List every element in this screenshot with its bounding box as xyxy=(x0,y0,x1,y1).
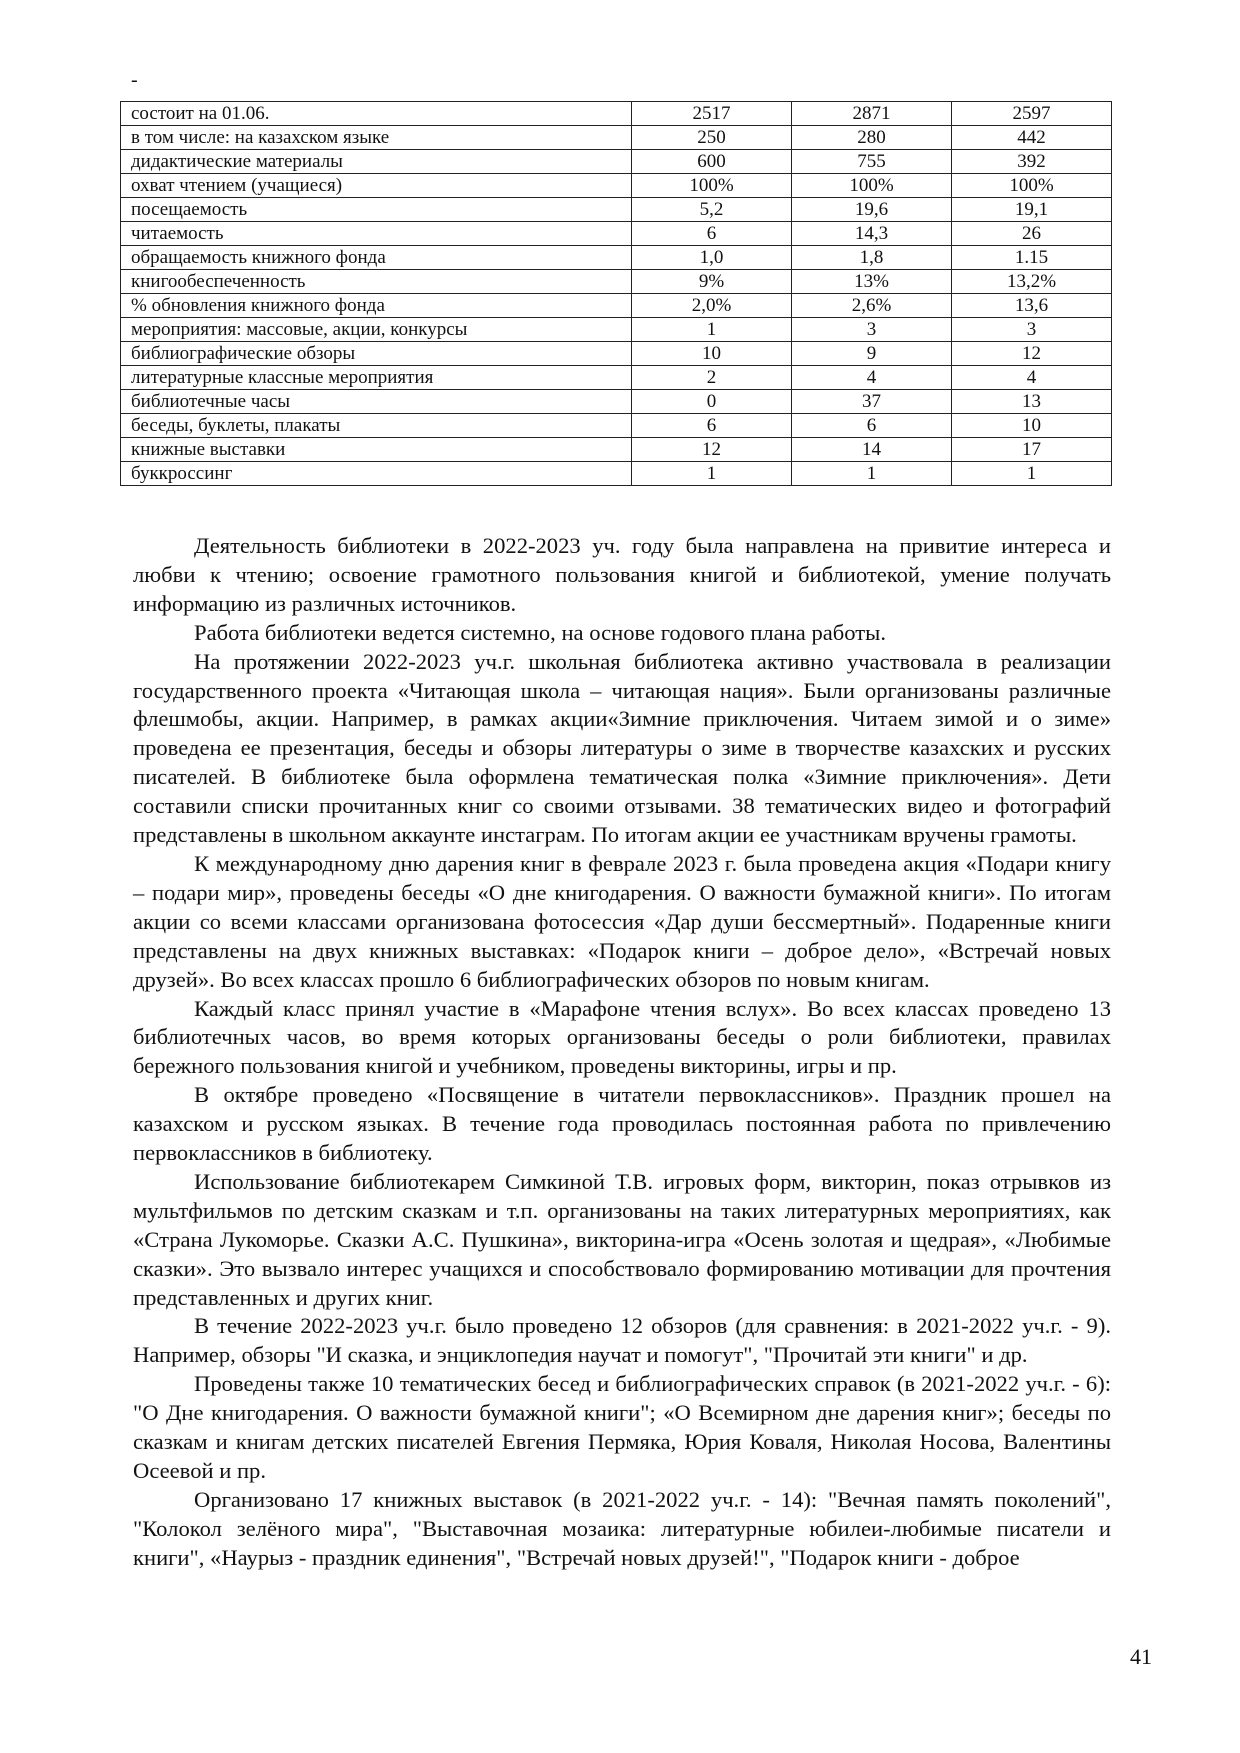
statistics-table xyxy=(120,101,1112,486)
row-label-cell: состоит на 01.06. xyxy=(121,102,632,126)
row-label-cell: буккроссинг xyxy=(121,462,632,486)
row-label-cell: мероприятия: массовые, акции, конкурсы xyxy=(121,318,632,342)
paragraph: В течение 2022-2023 уч.г. было проведено 12 обзоров (для сравнения: в 2021-2022 уч.г. - 9). Например, обзоры "И сказка, и энциклопедия научат и помогут", "Прочитай эти книги" и др. xyxy=(133,1313,1111,1368)
table-row xyxy=(121,438,1112,462)
value-cell: 2597 xyxy=(952,102,1112,126)
value-cell: 6 xyxy=(632,414,792,438)
value-cell: 17 xyxy=(952,438,1112,462)
value-cell: 9 xyxy=(792,342,952,366)
row-label-cell: обращаемость книжного фонда xyxy=(121,246,632,270)
table-row xyxy=(121,222,1112,246)
page-number: 41 xyxy=(1130,1644,1152,1669)
row-label-cell: литературные классные мероприятия xyxy=(121,366,632,390)
table-row xyxy=(121,174,1112,198)
row-label-cell: в том числе: на казахском языке xyxy=(121,126,632,150)
value-cell: 5,2 xyxy=(632,198,792,222)
value-cell: 12 xyxy=(952,342,1112,366)
table-row xyxy=(121,462,1112,486)
value-cell: 37 xyxy=(792,390,952,414)
value-cell: 1,8 xyxy=(792,246,952,270)
table-row xyxy=(121,102,1112,126)
value-cell: 13 xyxy=(952,390,1112,414)
value-cell: 1.15 xyxy=(952,246,1112,270)
value-cell: 14 xyxy=(792,438,952,462)
value-cell: 1 xyxy=(632,318,792,342)
value-cell: 2 xyxy=(632,366,792,390)
row-label-cell: охват чтением (учащиеся) xyxy=(121,174,632,198)
row-label-cell: библиотечные часы xyxy=(121,390,632,414)
table-row xyxy=(121,126,1112,150)
value-cell: 3 xyxy=(952,318,1112,342)
value-cell: 1 xyxy=(952,462,1112,486)
value-cell: 100% xyxy=(632,174,792,198)
row-label-cell: книгообеспеченность xyxy=(121,270,632,294)
paragraph: В октябре проведено «Посвящение в читатели первоклассников». Праздник прошел на казахском и русском языках. В течение года проводилась постоянная работа по привлечению первоклассников в библиотеку. xyxy=(133,1082,1111,1166)
value-cell: 600 xyxy=(632,150,792,174)
table-row xyxy=(121,390,1112,414)
body-text xyxy=(133,532,1111,1573)
value-cell: 12 xyxy=(632,438,792,462)
value-cell: 1,0 xyxy=(632,246,792,270)
table-row xyxy=(121,198,1112,222)
paragraph: Работа библиотеки ведется системно, на основе годового плана работы. xyxy=(194,619,886,645)
value-cell: 4 xyxy=(952,366,1112,390)
row-label-cell: % обновления книжного фонда xyxy=(121,294,632,318)
paragraph: К международному дню дарения книг в феврале 2023 г. была проведена акция «Подари книгу – подари мир», проведены беседы «О дне книгодарения. О важности бумажной книги». По итогам акции со всеми классами организована фотосессия «Дар души бессмертный». Подаренные книги представлены на двух книжных выставках: «Подарок книги – доброе дело», «Встречай новых друзей». Во всех классах прошло 6 библиографических обзоров по новым книгам. xyxy=(133,850,1111,992)
value-cell: 6 xyxy=(792,414,952,438)
top-dash: - xyxy=(131,69,138,91)
row-label-cell: библиографические обзоры xyxy=(121,342,632,366)
table-row xyxy=(121,414,1112,438)
value-cell: 4 xyxy=(792,366,952,390)
value-cell: 10 xyxy=(952,414,1112,438)
value-cell: 6 xyxy=(632,222,792,246)
value-cell: 392 xyxy=(952,150,1112,174)
value-cell: 26 xyxy=(952,222,1112,246)
statistics-table-body xyxy=(121,102,1112,486)
value-cell: 100% xyxy=(952,174,1112,198)
value-cell: 2871 xyxy=(792,102,952,126)
value-cell: 0 xyxy=(632,390,792,414)
table-row xyxy=(121,342,1112,366)
table-row xyxy=(121,294,1112,318)
value-cell: 9% xyxy=(632,270,792,294)
table-row xyxy=(121,366,1112,390)
value-cell: 13% xyxy=(792,270,952,294)
value-cell: 19,6 xyxy=(792,198,952,222)
value-cell: 10 xyxy=(632,342,792,366)
value-cell: 3 xyxy=(792,318,952,342)
paragraph: Организовано 17 книжных выставок (в 2021-2022 уч.г. - 14): "Вечная память поколений", "Колокол зелёного мира", "Выставочная мозаика: литературные юбилеи-любимые писатели и книги", «Наурыз - праздник единения", "Встречай новых друзей!", "Подарок книги - доброе xyxy=(133,1486,1111,1570)
value-cell: 13,6 xyxy=(952,294,1112,318)
value-cell: 13,2% xyxy=(952,270,1112,294)
row-label-cell: книжные выставки xyxy=(121,438,632,462)
paragraph: Использование библиотекарем Симкиной Т.В. игровых форм, викторин, показ отрывков из мультфильмов по детским сказкам и т.п. организованы на таких литературных мероприятиях, как «Страна Лукоморье. Сказки А.С. Пушкина», викторина-игра «Осень золотая и щедрая», «Любимые сказки». Это вызвало интерес учащихся и способствовало формированию мотивации для прочтения представленных и других книг. xyxy=(133,1168,1111,1310)
value-cell: 2,0% xyxy=(632,294,792,318)
row-label-cell: посещаемость xyxy=(121,198,632,222)
value-cell: 2,6% xyxy=(792,294,952,318)
value-cell: 100% xyxy=(792,174,952,198)
value-cell: 19,1 xyxy=(952,198,1112,222)
value-cell: 14,3 xyxy=(792,222,952,246)
value-cell: 442 xyxy=(952,126,1112,150)
row-label-cell: дидактические материалы xyxy=(121,150,632,174)
value-cell: 755 xyxy=(792,150,952,174)
table-row xyxy=(121,270,1112,294)
paragraph: На протяжении 2022-2023 уч.г. школьная библиотека активно участвовала в реализации государственного проекта «Читающая школа – читающая нация». Были организованы различные флешмобы, акции. Например, в рамках акции«Зимние приключения. Читаем зимой и о зиме» проведена ее презентация, беседы и обзоры литературы о зиме в творчестве казахских и русских писателей. В библиотеке была оформлена тематическая полка «Зимние приключения». Дети составили списки прочитанных книг со своими отзывами. 38 тематических видео и фотографий представлены в школьном аккаунте инстаграм. По итогам акции ее участникам вручены грамоты. xyxy=(133,648,1111,848)
table-row xyxy=(121,246,1112,270)
value-cell: 280 xyxy=(792,126,952,150)
table-row xyxy=(121,150,1112,174)
table-row xyxy=(121,318,1112,342)
value-cell: 2517 xyxy=(632,102,792,126)
paragraph: Проведены также 10 тематических бесед и библиографических справок (в 2021-2022 уч.г. - 6): "О Дне книгодарения. О важности бумажной книги"; «О Всемирном дне дарения книг»; беседы по сказкам и книгам детских писателей Евгения Пермяка, Юрия Коваля, Николая Носова, Валентины Осеевой и пр. xyxy=(133,1371,1111,1483)
row-label-cell: читаемость xyxy=(121,222,632,246)
value-cell: 250 xyxy=(632,126,792,150)
row-label-cell: беседы, буклеты, плакаты xyxy=(121,414,632,438)
paragraph: Каждый класс принял участие в «Марафоне чтения вслух». Во всех классах проведено 13 библиотечных часов, во время которых организованы беседы о роли библиотеки, правилах бережного пользования книгой и учебником, проведены викторины, игры и пр. xyxy=(133,995,1111,1079)
paragraph: Деятельность библиотеки в 2022-2023 уч. году была направлена на привитие интереса и любви к чтению; освоение грамотного пользования книгой и библиотекой, умение получать информацию из различных источников. xyxy=(133,533,1111,616)
value-cell: 1 xyxy=(792,462,952,486)
value-cell: 1 xyxy=(632,462,792,486)
